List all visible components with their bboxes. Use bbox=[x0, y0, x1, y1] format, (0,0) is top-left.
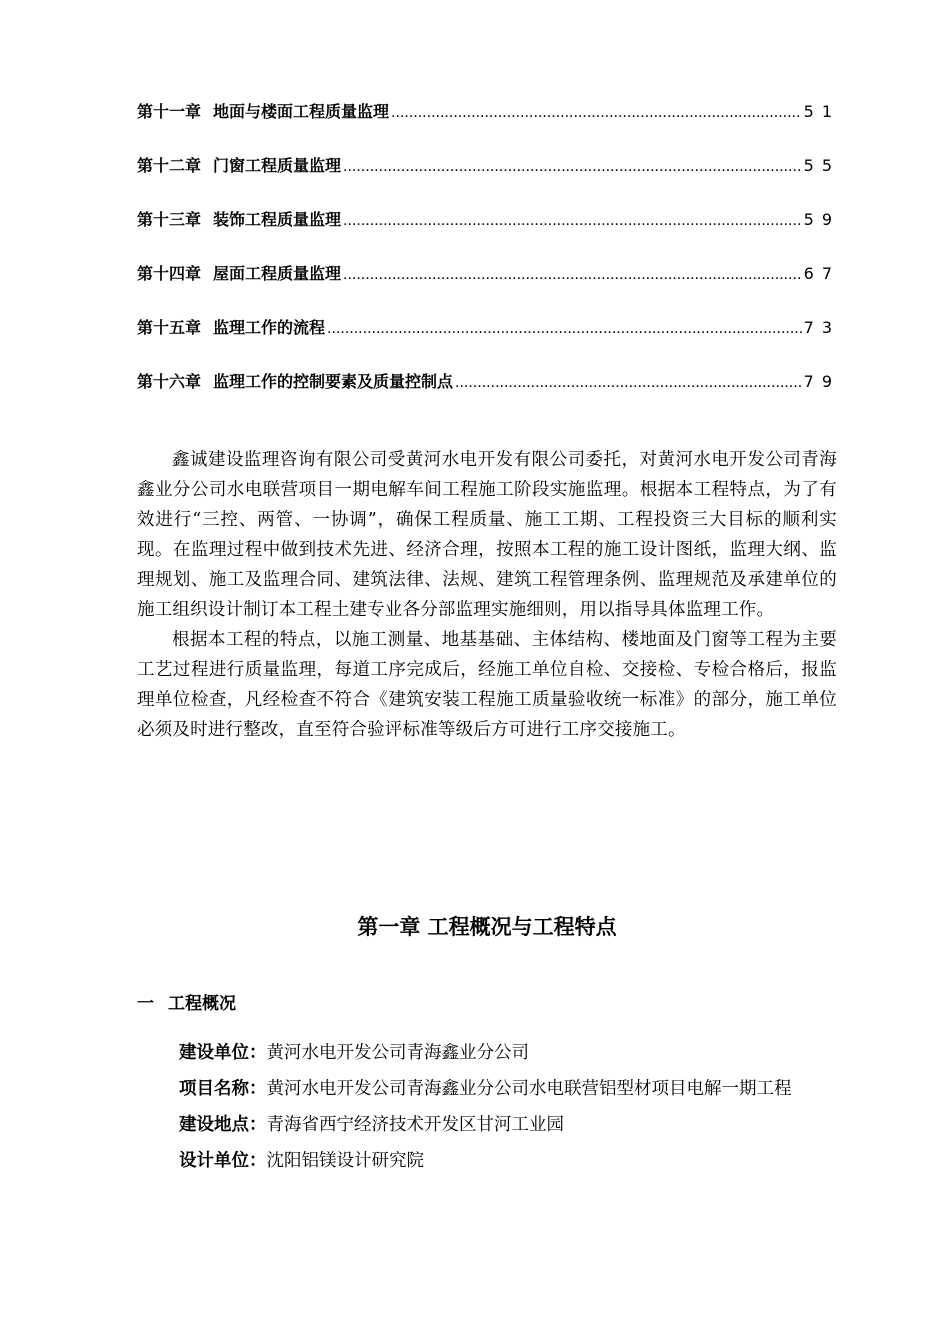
toc-entry-title bbox=[137, 98, 389, 126]
toc-chapter-number: 第十三章 bbox=[137, 210, 202, 229]
toc-chapter-title: 屋面工程质量监理 bbox=[213, 264, 342, 283]
toc-chapter-number: 第十五章 bbox=[137, 318, 202, 337]
toc-entry-title bbox=[137, 314, 325, 342]
project-info bbox=[137, 1038, 837, 1182]
toc-entry-title bbox=[137, 368, 453, 396]
toc-leader-dots bbox=[455, 369, 802, 397]
info-design-unit bbox=[137, 1146, 837, 1176]
toc-entry-12[interactable] bbox=[137, 152, 840, 206]
table-of-contents bbox=[137, 98, 840, 422]
toc-page-number: 67 bbox=[803, 264, 840, 283]
toc-entry-16[interactable] bbox=[137, 368, 840, 422]
info-construction-site bbox=[137, 1110, 837, 1140]
info-construction-unit bbox=[137, 1038, 837, 1068]
info-value: 黄河水电开发公司青海鑫业分公司 bbox=[266, 1043, 529, 1063]
introduction bbox=[137, 445, 837, 745]
info-label: 设计单位： bbox=[179, 1151, 267, 1171]
info-label: 项目名称： bbox=[179, 1079, 267, 1099]
toc-chapter-number: 第十六章 bbox=[137, 372, 202, 391]
toc-chapter-number: 第十一章 bbox=[137, 102, 202, 121]
toc-page-number: 59 bbox=[803, 210, 840, 229]
info-label: 建设地点： bbox=[179, 1115, 267, 1135]
toc-chapter-number: 第十四章 bbox=[137, 264, 202, 283]
chapter-heading: 第一章 工程概况与工程特点 bbox=[357, 915, 617, 939]
toc-leader-dots bbox=[327, 315, 802, 343]
toc-leader-dots bbox=[343, 207, 802, 235]
intro-paragraph-2: 根据本工程的特点，以施工测量、地基基础、主体结构、楼地面及门窗等工程为主要工艺过程进行质量监理，每道工序完成后，经施工单位自检、交接检、专检合格后，报监理单位检查，凡经检查不符合《建筑安装工程施工质量验收统一标准》的部分，施工单位必须及时进行整改，直至符合验评标准等级后方可进行工序交接施工。 bbox=[137, 630, 837, 740]
section-number: 一 bbox=[137, 994, 154, 1014]
toc-entry-14[interactable] bbox=[137, 260, 840, 314]
info-value: 沈阳铝镁设计研究院 bbox=[266, 1151, 424, 1171]
toc-chapter-title: 门窗工程质量监理 bbox=[213, 156, 342, 175]
toc-entry-15[interactable] bbox=[137, 314, 840, 368]
toc-leader-dots bbox=[343, 261, 802, 289]
toc-chapter-title: 监理工作的流程 bbox=[213, 318, 326, 337]
toc-leader-dots bbox=[343, 153, 802, 181]
toc-entry-title bbox=[137, 206, 341, 234]
intro-paragraph-1: 鑫诚建设监理咨询有限公司受黄河水电开发有限公司委托，对黄河水电开发公司青海鑫业分公司水电联营项目一期电解车间工程施工阶段实施监理。根据本工程特点，为了有效进行“三控、两管、一协调”，确保工程质量、施工工期、工程投资三大目标的顺利实现。在监理过程中做到技术先进、经济合理，按照本工程的施工设计图纸，监理大纲、监理规划、施工及监理合同、建筑法律、法规、建筑工程管理条例、监理规范及承建单位的施工组织设计制订本工程土建专业各分部监理实施细则，用以指导具体监理工作。 bbox=[137, 450, 837, 620]
toc-page-number: 73 bbox=[803, 318, 840, 337]
info-value: 青海省西宁经济技术开发区甘河工业园 bbox=[266, 1115, 564, 1135]
toc-page-number: 51 bbox=[803, 102, 840, 121]
toc-entry-11[interactable] bbox=[137, 98, 840, 152]
info-value: 黄河水电开发公司青海鑫业分公司水电联营铝型材项目电解一期工程 bbox=[266, 1079, 792, 1099]
toc-chapter-number: 第十二章 bbox=[137, 156, 202, 175]
toc-entry-title bbox=[137, 260, 341, 288]
section-title: 工程概况 bbox=[168, 994, 236, 1014]
toc-page-number: 55 bbox=[803, 156, 840, 175]
info-label: 建设单位： bbox=[179, 1043, 267, 1063]
toc-chapter-title: 地面与楼面工程质量监理 bbox=[213, 102, 390, 121]
toc-page-number: 79 bbox=[803, 372, 840, 391]
toc-entry-13[interactable] bbox=[137, 206, 840, 260]
toc-leader-dots bbox=[391, 99, 802, 127]
toc-entry-title bbox=[137, 152, 341, 180]
info-project-name bbox=[137, 1074, 837, 1104]
section-heading bbox=[137, 990, 236, 1018]
toc-chapter-title: 装饰工程质量监理 bbox=[213, 210, 342, 229]
toc-chapter-title: 监理工作的控制要素及质量控制点 bbox=[213, 372, 454, 391]
